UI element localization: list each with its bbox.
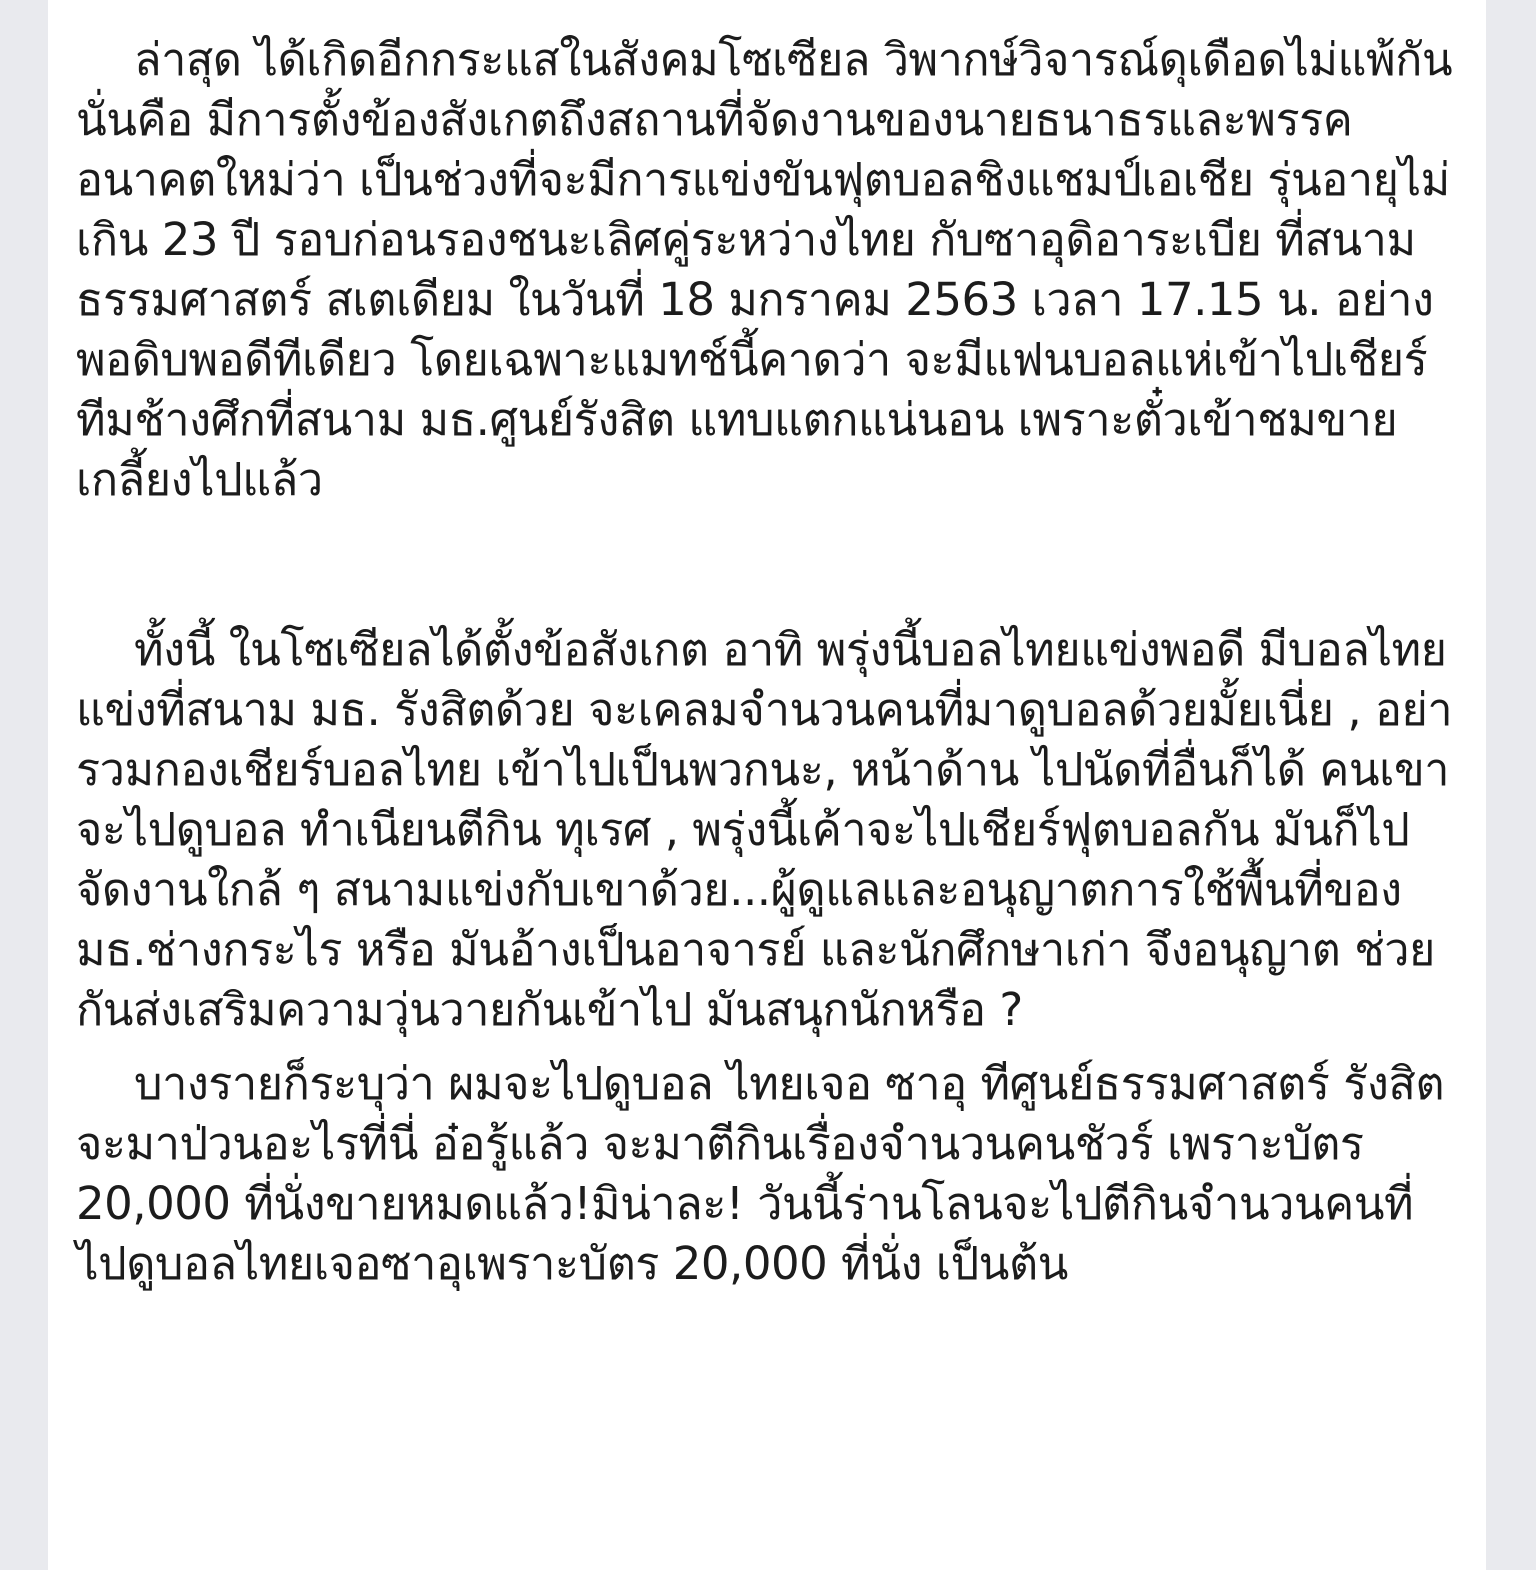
article-body [76, 30, 1456, 1294]
article-paragraph: ทั้งนี้ ในโซเซียลได้ตั้งข้อสังเกต อาทิ พรุ่งนี้บอลไทยแข่งพอดี มีบอลไทยแข่งที่สนาม มธ. รังสิตด้วย จะเคลมจำนวนคนที่มาดูบอลด้วยมั้ยเนี่ย , อย่ารวมกองเชียร์บอลไทย เข้าไปเป็นพวกนะ, หน้าด้าน ไปนัดที่อื่นก็ได้ คนเขาจะไปดูบอล ทำเนียนตีกิน ทุเรศ , พรุ่งนี้เค้าจะไปเชียร์ฟุตบอลกัน มันก็ไปจัดงานใกล้ ๆ สนามแข่งกับเขาด้วย...ผู้ดูแลและอนุญาตการใช้พื้นที่ของ มธ.ช่างกระไร หรือ มันอ้างเป็นอาจารย์ และนักศึกษาเก่า จึงอนุญาต ช่วยกันส่งเสริมความวุ่นวายกันเข้าไป มันสนุกนักหรือ ? [76, 623, 1453, 1036]
article-card [48, 0, 1486, 1570]
article-paragraph: บางรายก็ระบุว่า ผมจะไปดูบอล ไทยเจอ ซาอุ ทีศูนย์ธรรมศาสตร์ รังสิต จะมาป่วนอะไรที่นี่ อ๋อรู้แล้ว จะมาตีกินเรื่องจำนวนคนชัวร์ เพราะบัตร 20,000 ที่นั่งขายหมดแล้ว!มิน่าละ! วันนี้ร่านโลนจะไปตีกินจำนวนคนที่ไปดูบอลไทยเจอซาอุเพราะบัตร 20,000 ที่นั่ง เป็นต้น [76, 1057, 1445, 1290]
article-paragraph: ล่าสุด ได้เกิดอีกกระแสในสังคมโซเซียล วิพากษ์วิจารณ์ดุเดือดไม่แพ้กัน นั่นคือ มีการตั้งข้องสังเกตถึงสถานที่จัดงานของนายธนาธรและพรรคอนาคตใหม่ว่า เป็นช่วงที่จะมีการแข่งขันฟุตบอลชิงแชมป์เอเชีย รุ่นอายุไม่เกิน 23 ปี รอบก่อนรองชนะเลิศคู่ระหว่างไทย กับซาอุดิอาระเบีย ที่สนามธรรมศาสตร์ สเตเดียม ในวันที่ 18 มกราคม 2563 เวลา 17.15 น. อย่างพอดิบพอดีทีเดียว โดยเฉพาะแมทช์นี้คาดว่า จะมีแฟนบอลแห่เข้าไปเชียร์ทีมช้างศึกที่สนาม มธ.ศูนย์รังสิต แทบแตกแน่นอน เพราะตั๋วเข้าชมขายเกลี้ยงไปแล้ว [76, 33, 1453, 506]
